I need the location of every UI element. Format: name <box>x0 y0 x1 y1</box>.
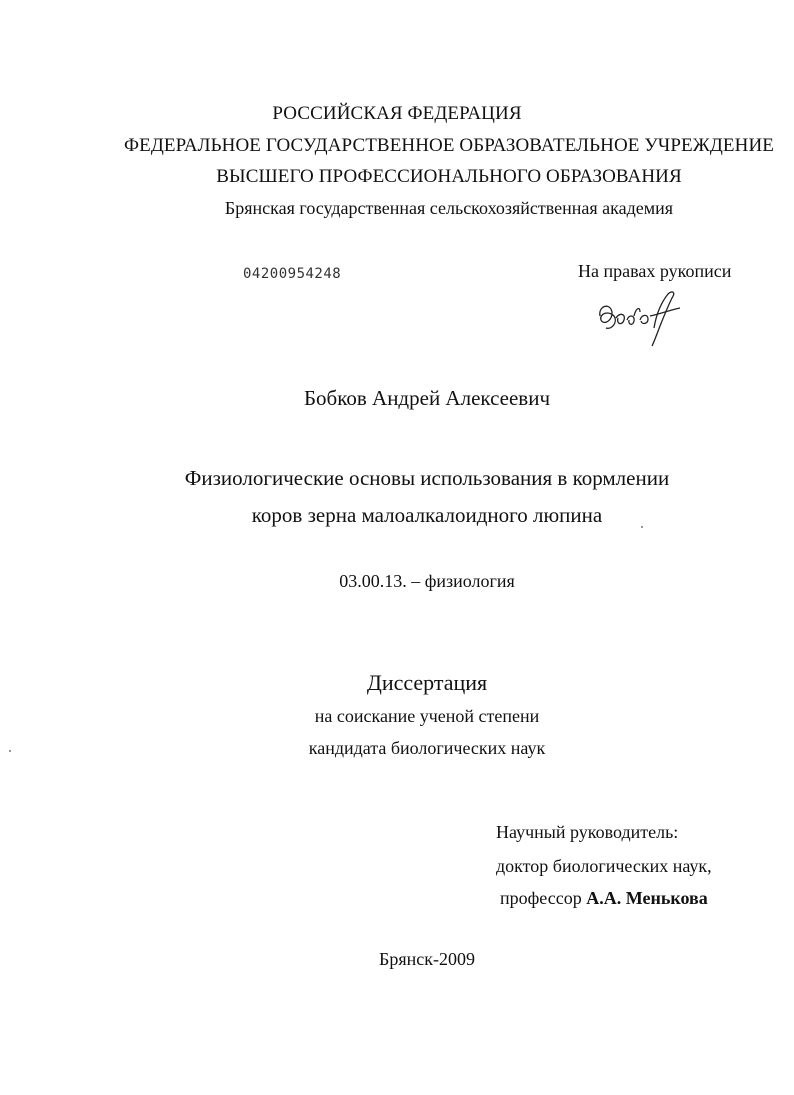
manuscript-rights: На правах рукописи <box>578 261 732 281</box>
author-name: Бобков Андрей Алексеевич <box>303 386 551 410</box>
supervisor-label: Научный руководитель: <box>496 822 679 842</box>
header-institution-type: ФЕДЕРАЛЬНОЕ ГОСУДАРСТВЕННОЕ ОБРАЗОВАТЕЛЬНОЕ УЧРЕЖДЕНИЕ <box>124 135 774 156</box>
specialty-code: 03.00.13. – физиология <box>339 571 515 591</box>
degree-line-2: кандидата биологических наук <box>308 738 546 758</box>
scan-speck <box>641 526 643 528</box>
dissertation-title-line-2: коров зерна малоалкалоидного люпина <box>251 503 603 527</box>
supervisor-title: профессор <box>500 888 582 908</box>
catalog-number: 04200954248 <box>243 266 342 282</box>
scan-speck <box>9 750 11 752</box>
dissertation-title-line-1: Физиологические основы использования в кормлении <box>184 466 670 490</box>
supervisor-name: А.А. Менькова <box>586 888 708 908</box>
city-year: Брянск-2009 <box>379 949 475 969</box>
dissertation-heading: Диссертация <box>366 670 488 695</box>
supervisor-degree: доктор биологических наук, <box>496 856 712 876</box>
supervisor-line <box>500 889 708 907</box>
header-country: РОССИЙСКАЯ ФЕДЕРАЦИЯ <box>272 103 522 124</box>
signature-icon <box>594 286 686 348</box>
degree-line-1: на соискание ученой степени <box>314 706 540 726</box>
header-academy: Брянская государственная сельскохозяйственная академия <box>224 198 674 218</box>
header-education-level: ВЫСШЕГО ПРОФЕССИОНАЛЬНОГО ОБРАЗОВАНИЯ <box>216 166 682 187</box>
